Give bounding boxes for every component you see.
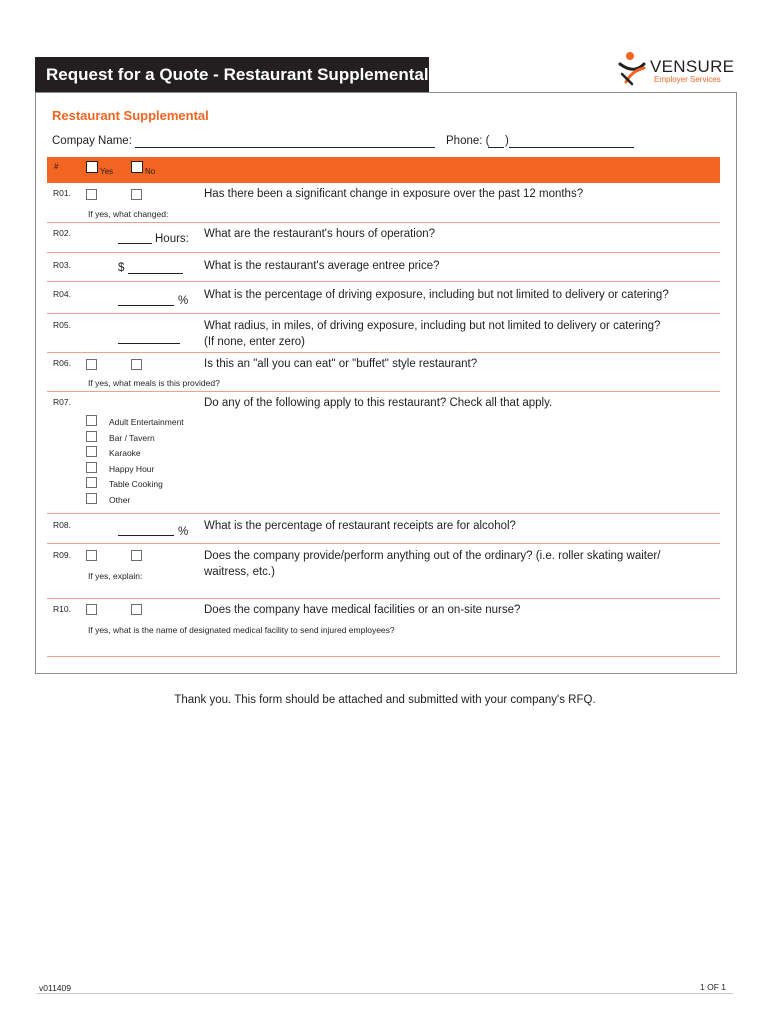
r02-unit: Hours: [155, 233, 189, 245]
r09-question-line2: waitress, etc.) [204, 566, 275, 578]
row-number: R06. [53, 358, 71, 368]
r06-note: If yes, what meals is this provided? [88, 378, 220, 388]
row-separator [47, 513, 720, 514]
r07-option-checkbox[interactable] [86, 462, 97, 473]
r03-price-field[interactable] [128, 273, 183, 274]
r02-question: What are the restaurant's hours of operation? [204, 228, 436, 240]
r06-no-checkbox[interactable] [131, 359, 142, 370]
thank-you-message: Thank you. This form should be attached and submitted with your company's RFQ. [174, 694, 596, 706]
row-number: R02. [53, 228, 71, 238]
r09-yes-checkbox[interactable] [86, 550, 97, 561]
r07-option-label: Table Cooking [109, 479, 163, 489]
r01-note: If yes, what changed: [88, 209, 169, 219]
row-number: R04. [53, 289, 71, 299]
r09-no-checkbox[interactable] [131, 550, 142, 561]
row-number: R07. [53, 397, 71, 407]
row-number: R05. [53, 320, 71, 330]
row-separator [47, 391, 720, 392]
header-yes-checkbox[interactable] [86, 161, 98, 173]
r01-yes-checkbox[interactable] [86, 189, 97, 200]
page-number: 1 OF 1 [700, 982, 726, 992]
r09-question-line1: Does the company provide/perform anything out of the ordinary? (i.e. roller skating waiter/ [204, 550, 661, 562]
r08-unit: % [178, 526, 189, 538]
r03-question: What is the restaurant's average entree price? [204, 260, 440, 272]
row-separator [47, 313, 720, 314]
r07-option-label: Adult Entertainment [109, 417, 184, 427]
row-number: R09. [53, 550, 71, 560]
row-separator [47, 252, 720, 253]
row-number: R03. [53, 260, 71, 270]
row-number: R08. [53, 520, 71, 530]
r04-percent-field[interactable] [118, 305, 174, 306]
company-name-label: Compay Name: [52, 135, 132, 147]
r07-option-checkbox[interactable] [86, 431, 97, 442]
r05-radius-field[interactable] [118, 343, 180, 344]
r04-question: What is the percentage of driving exposure, including but not limited to delivery or catering? [204, 289, 669, 301]
r10-question: Does the company have medical facilities or an on-site nurse? [204, 604, 521, 616]
page-title: Request for a Quote - Restaurant Supplemental [35, 57, 429, 93]
row-separator [47, 543, 720, 544]
r08-percent-field[interactable] [118, 535, 174, 536]
header-no-label: No [145, 167, 156, 176]
header-no-checkbox[interactable] [131, 161, 143, 173]
header-hash: # [54, 162, 59, 171]
row-separator [47, 222, 720, 223]
row-separator [47, 656, 720, 657]
r06-yes-checkbox[interactable] [86, 359, 97, 370]
phone-label: Phone: ( [446, 135, 490, 147]
version-label: v011409 [39, 983, 71, 993]
r07-option-label: Karaoke [109, 448, 141, 458]
r01-no-checkbox[interactable] [131, 189, 142, 200]
r06-question: Is this an "all you can eat" or "buffet" style restaurant? [204, 358, 478, 370]
r08-question: What is the percentage of restaurant receipts are for alcohol? [204, 520, 516, 532]
r10-note: If yes, what is the name of designated medical facility to send injured employees? [88, 625, 395, 635]
r09-note: If yes, explain: [88, 571, 143, 581]
r07-question: Do any of the following apply to this restaurant? Check all that apply. [204, 397, 553, 409]
row-separator [47, 281, 720, 282]
r10-yes-checkbox[interactable] [86, 604, 97, 615]
r07-option-label: Happy Hour [109, 464, 155, 474]
row-separator [47, 352, 720, 353]
r04-unit: % [178, 295, 189, 307]
r07-option-label: Bar / Tavern [109, 433, 155, 443]
logo-name: VENSURE [650, 57, 735, 76]
r07-option-checkbox[interactable] [86, 477, 97, 488]
r05-question-line2: (If none, enter zero) [204, 336, 305, 348]
r05-question-line1: What radius, in miles, of driving exposure, including but not limited to delivery or catering? [204, 320, 661, 332]
footer-divider [37, 993, 733, 994]
phone-close-paren: ) [505, 135, 509, 147]
r07-option-checkbox[interactable] [86, 493, 97, 504]
header-yes-label: Yes [100, 167, 114, 176]
r07-option-checkbox[interactable] [86, 415, 97, 426]
company-name-field[interactable] [135, 147, 435, 148]
r07-option-label: Other [109, 495, 131, 505]
row-number: R01. [53, 188, 71, 198]
phone-number-field[interactable] [509, 147, 634, 148]
r02-hours-field[interactable] [118, 243, 152, 244]
row-separator [47, 598, 720, 599]
r10-no-checkbox[interactable] [131, 604, 142, 615]
r07-option-checkbox[interactable] [86, 446, 97, 457]
row-number: R10. [53, 604, 71, 614]
r03-unit: $ [118, 262, 125, 274]
r01-question: Has there been a significant change in exposure over the past 12 months? [204, 188, 584, 200]
phone-area-code-field[interactable] [488, 147, 504, 148]
logo-subtitle: Employer Services [654, 75, 721, 84]
section-title: Restaurant Supplemental [52, 108, 209, 123]
